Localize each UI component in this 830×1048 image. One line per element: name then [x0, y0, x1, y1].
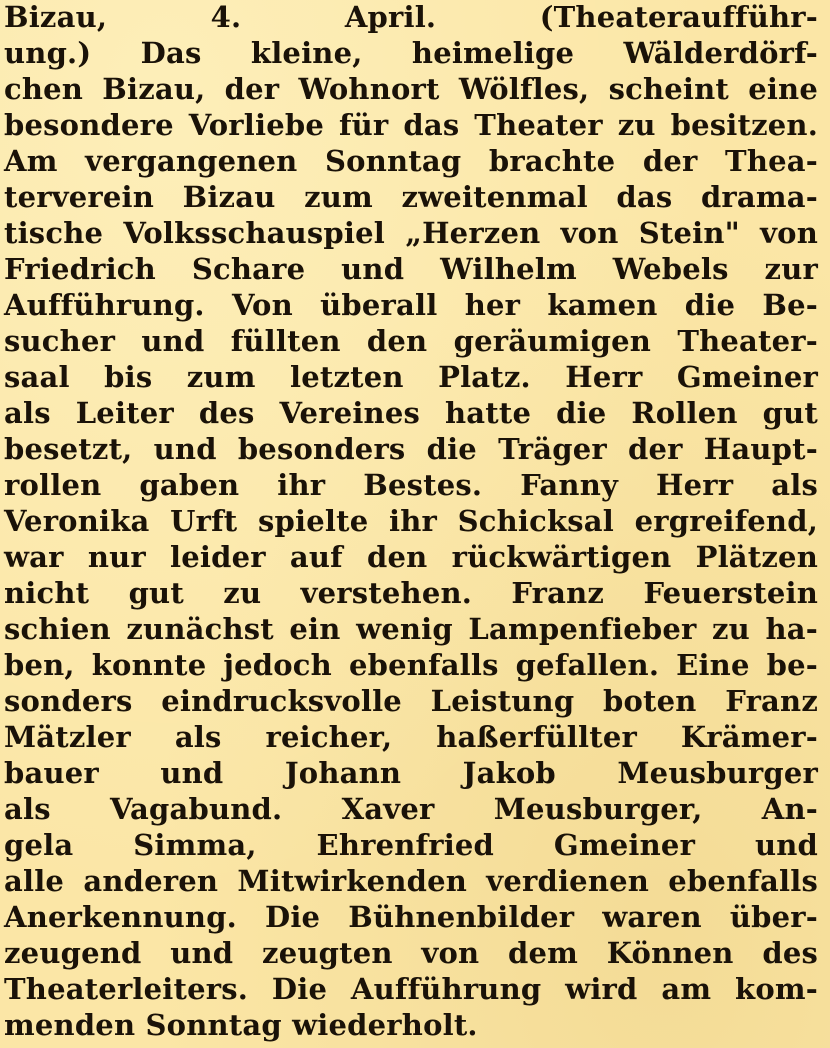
article-line-7: tische Volksschauspiel „Herzen von Stein" von — [4, 216, 818, 250]
article-line-25: alle anderen Mitwirkenden verdienen ebenfalls — [4, 864, 818, 898]
article-line-22: bauer und Johann Jakob Meusburger — [4, 756, 818, 790]
article-line-23: als Vagabund. Xaver Meusburger, An- — [4, 792, 818, 826]
article-line-15: Veronika Urft spielte ihr Schicksal ergreifend, — [4, 504, 818, 538]
article-line-20: sonders eindrucksvolle Leistung boten Franz — [4, 684, 818, 718]
article-line-18: schien zunächst ein wenig Lampenfieber zu ha- — [4, 612, 818, 646]
article-line-14: rollen gaben ihr Bestes. Fanny Herr als — [4, 468, 818, 502]
article-line-24: gela Simma, Ehrenfried Gmeiner und — [4, 828, 818, 862]
article-line-29: menden Sonntag wiederholt. — [4, 1008, 478, 1042]
article-line-8: Friedrich Schare und Wilhelm Webels zur — [4, 252, 818, 286]
article-line-3: chen Bizau, der Wohnort Wölfles, scheint eine — [4, 72, 818, 106]
article-line-28: Theaterleiters. Die Aufführung wird am kom- — [4, 972, 818, 1006]
article-line-9: Aufführung. Von überall her kamen die Be- — [4, 288, 818, 322]
article-line-2: ung.) Das kleine, heimelige Wälderdörf- — [4, 36, 818, 70]
article-line-4: besondere Vorliebe für das Theater zu besitzen. — [4, 108, 818, 142]
article-line-21: Mätzler als reicher, haßerfüllter Krämer- — [4, 720, 818, 754]
article-line-17: nicht gut zu verstehen. Franz Feuerstein — [4, 576, 818, 610]
article-line-10: sucher und füllten den geräumigen Theater- — [4, 324, 818, 358]
article-line-6: terverein Bizau zum zweitenmal das drama- — [4, 180, 818, 214]
article-line-11: saal bis zum letzten Platz. Herr Gmeiner — [4, 360, 818, 394]
article-line-27: zeugend und zeugten von dem Können des — [4, 936, 818, 970]
article-line-26: Anerkennung. Die Bühnenbilder waren über- — [4, 900, 818, 934]
article-line-16: war nur leider auf den rückwärtigen Plätzen — [4, 540, 818, 574]
article-line-1: Bizau, 4. April. (Theateraufführ- — [4, 0, 818, 34]
article-line-19: ben, konnte jedoch ebenfalls gefallen. Eine be- — [4, 648, 818, 682]
newspaper-article — [4, 0, 826, 1048]
article-line-5: Am vergangenen Sonntag brachte der Thea- — [4, 144, 818, 178]
article-line-12: als Leiter des Vereines hatte die Rollen gut — [4, 396, 818, 430]
article-line-13: besetzt, und besonders die Träger der Haupt- — [4, 432, 818, 466]
